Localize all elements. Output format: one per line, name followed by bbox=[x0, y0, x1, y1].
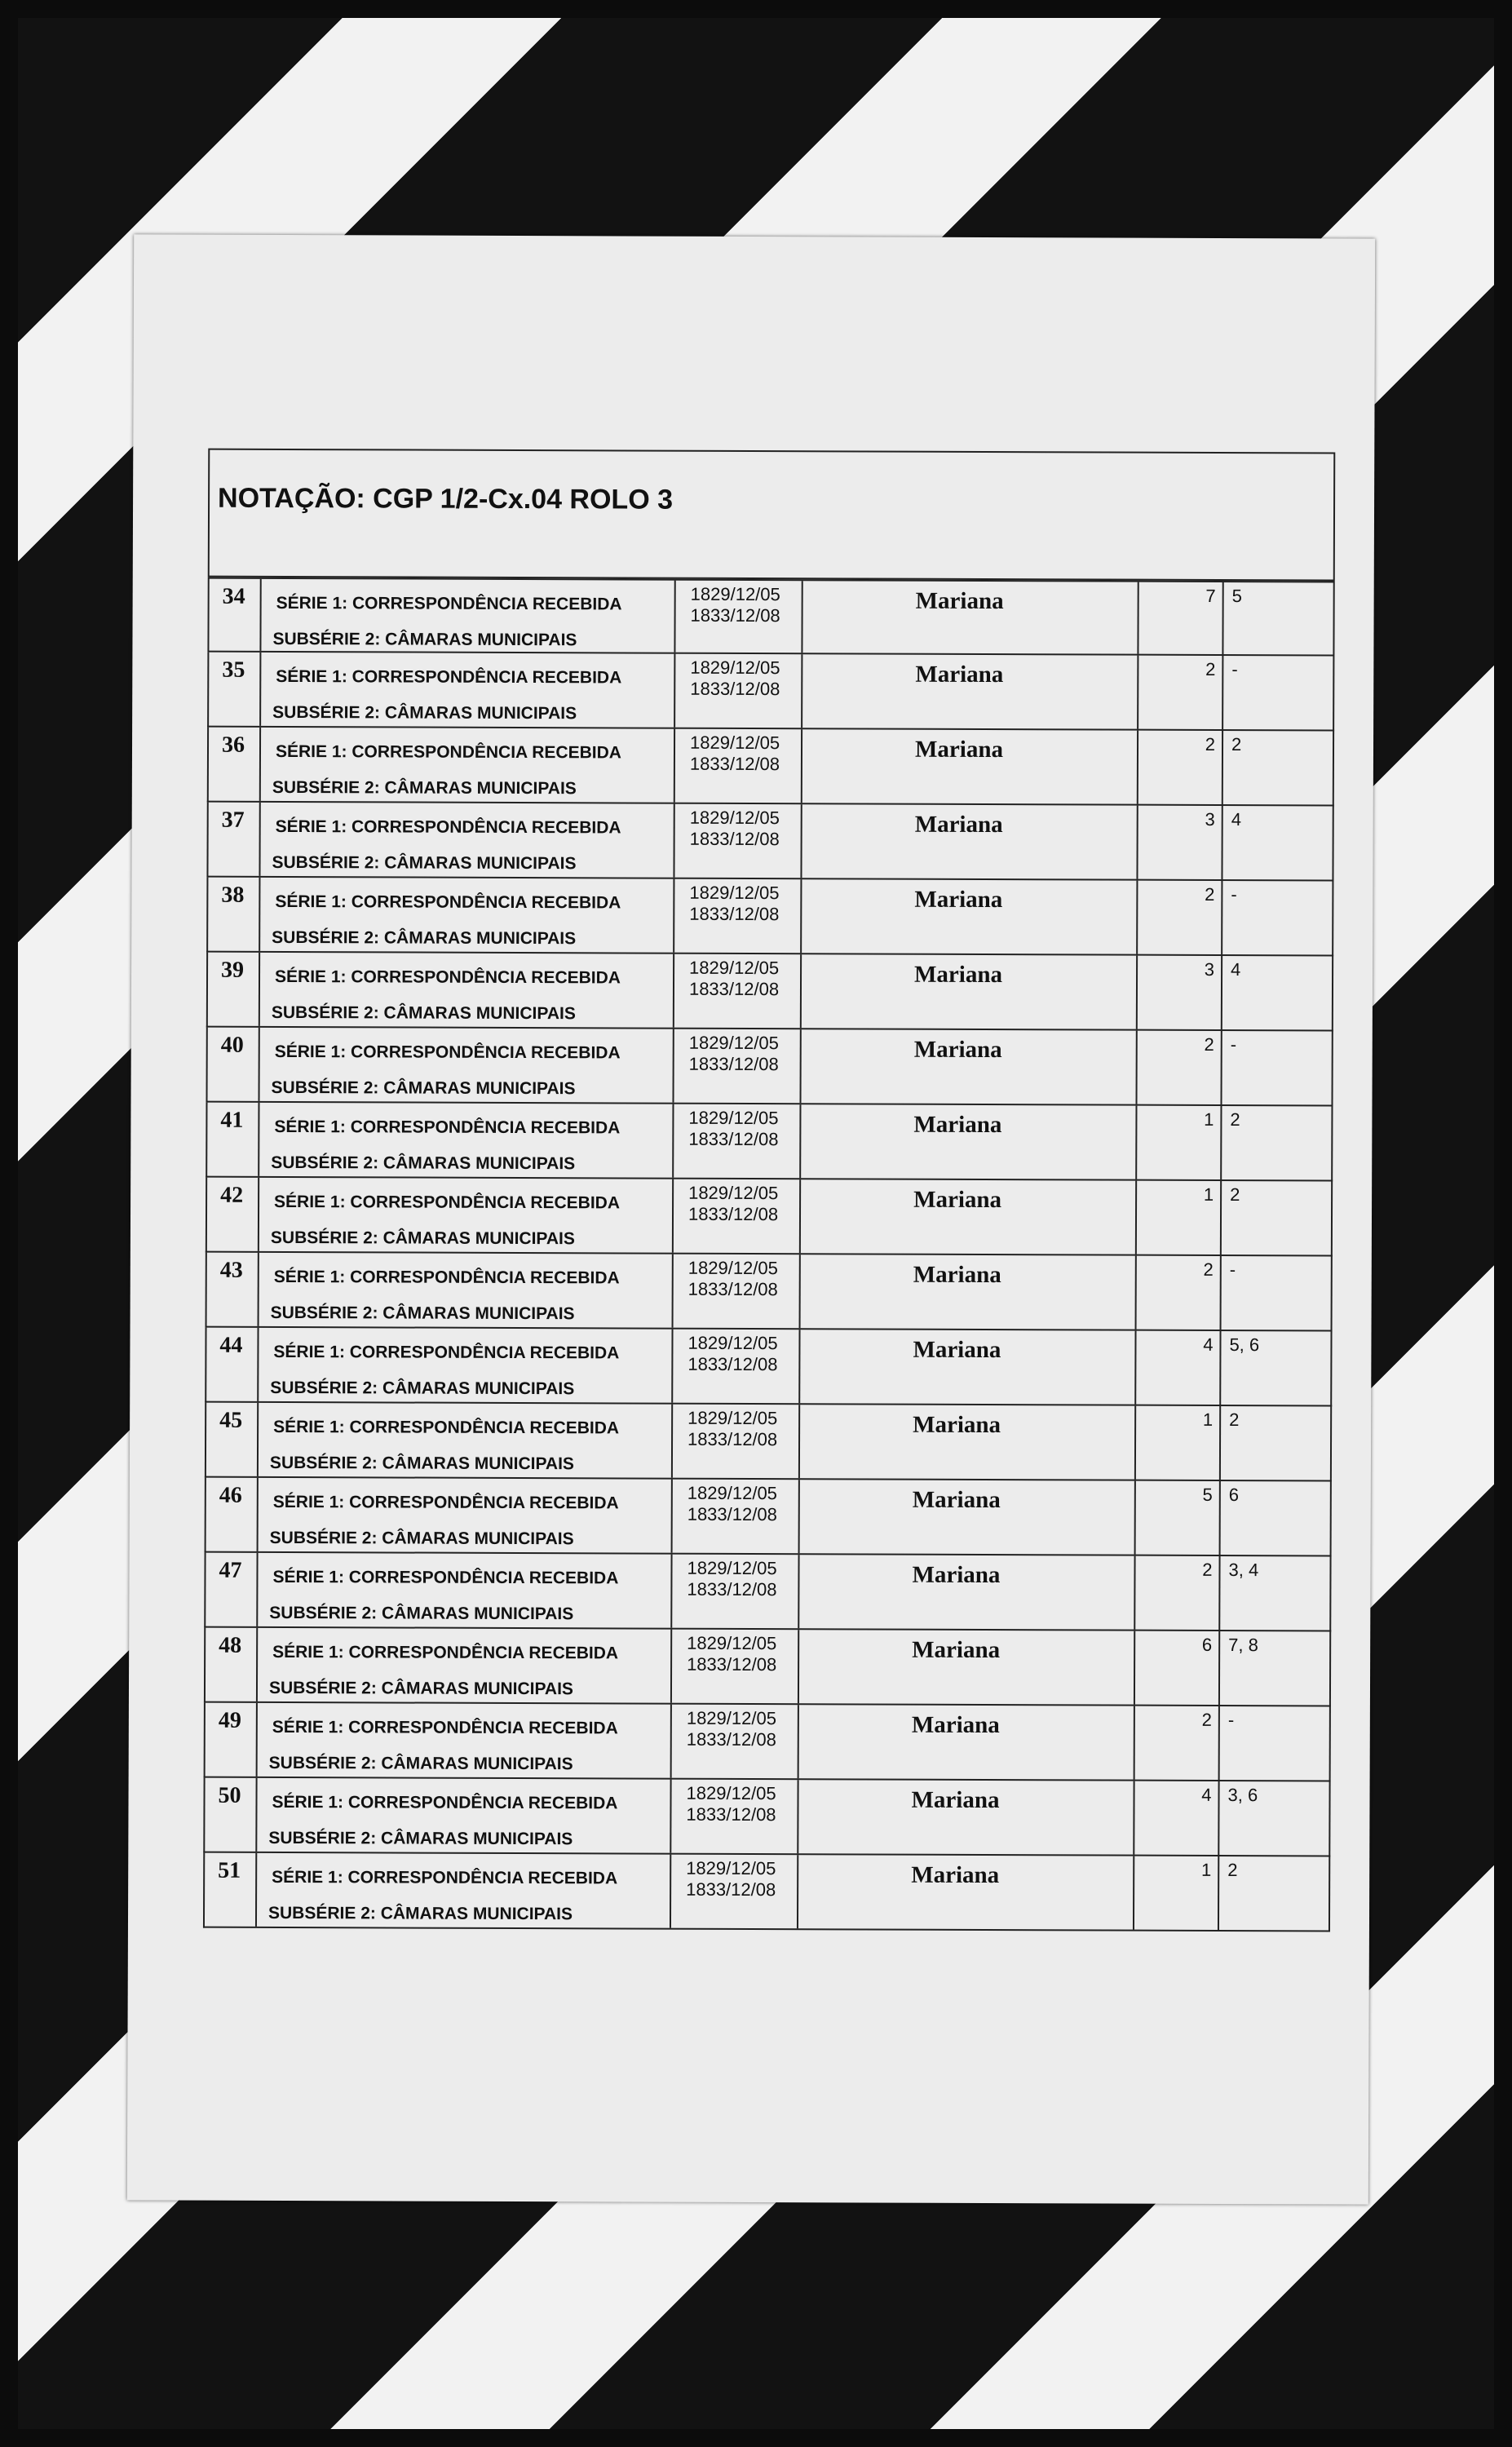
subserie-label: SUBSÉRIE 2: CÂMARAS MUNICIPAIS bbox=[267, 1903, 573, 1924]
serie-label: SÉRIE 1: CORRESPONDÊNCIA RECEBIDA bbox=[272, 1567, 619, 1588]
date-end: 1833/12/08 bbox=[688, 978, 780, 1000]
divider-serie bbox=[670, 1555, 672, 1628]
divider-dates bbox=[797, 1780, 798, 1853]
count-a: 7 bbox=[1205, 585, 1216, 606]
divider-count bbox=[1220, 1256, 1222, 1330]
divider-serie bbox=[674, 654, 675, 728]
divider-serie bbox=[670, 1855, 671, 1928]
divider-place bbox=[1136, 956, 1138, 1029]
count-a: 3 bbox=[1204, 958, 1215, 980]
count-a: 2 bbox=[1205, 733, 1216, 754]
divider-num bbox=[256, 1553, 258, 1626]
date-start: 1829/12/05 bbox=[688, 1032, 779, 1054]
date-start: 1829/12/05 bbox=[686, 1782, 776, 1804]
divider-serie bbox=[673, 954, 674, 1028]
table-row bbox=[207, 728, 1334, 807]
divider-count bbox=[1222, 731, 1223, 804]
count-b: - bbox=[1231, 884, 1237, 905]
record-number: 41 bbox=[220, 1107, 244, 1133]
place-name: Mariana bbox=[911, 1711, 1000, 1739]
count-b: 2 bbox=[1230, 1109, 1240, 1131]
date-start: 1829/12/05 bbox=[689, 732, 780, 754]
count-a: 5 bbox=[1202, 1484, 1213, 1505]
place-name: Mariana bbox=[914, 736, 1004, 763]
count-b: - bbox=[1227, 1710, 1235, 1731]
count-b: 2 bbox=[1230, 1184, 1240, 1206]
divider-count bbox=[1218, 1631, 1220, 1705]
divider-count bbox=[1219, 1406, 1221, 1480]
subserie-label: SUBSÉRIE 2: CÂMARAS MUNICIPAIS bbox=[270, 1378, 575, 1399]
serie-label: SÉRIE 1: CORRESPONDÊNCIA RECEBIDA bbox=[272, 1792, 618, 1813]
subserie-label: SUBSÉRIE 2: CÂMARAS MUNICIPAIS bbox=[269, 1528, 574, 1549]
divider-num bbox=[255, 1853, 257, 1927]
place-name: Mariana bbox=[915, 661, 1004, 688]
date-start: 1829/12/05 bbox=[689, 882, 780, 904]
divider-place bbox=[1134, 1631, 1135, 1705]
divider-dates bbox=[800, 804, 802, 878]
date-start: 1829/12/05 bbox=[686, 1857, 776, 1879]
table-row bbox=[204, 1703, 1331, 1782]
date-end: 1833/12/08 bbox=[687, 1503, 777, 1525]
date-end: 1833/12/08 bbox=[687, 1578, 777, 1600]
subserie-label: SUBSÉRIE 2: CÂMARAS MUNICIPAIS bbox=[269, 1453, 574, 1474]
count-a: 2 bbox=[1205, 658, 1216, 679]
place-name: Mariana bbox=[913, 1336, 1001, 1364]
divider-dates bbox=[799, 1254, 801, 1328]
table-row bbox=[207, 653, 1334, 732]
divider-count bbox=[1220, 1031, 1222, 1104]
place-name: Mariana bbox=[912, 1636, 1001, 1664]
divider-dates bbox=[799, 1179, 801, 1253]
date-end: 1833/12/08 bbox=[690, 604, 780, 626]
count-b: - bbox=[1230, 1034, 1237, 1055]
place-name: Mariana bbox=[914, 886, 1003, 914]
place-name: Mariana bbox=[913, 1111, 1002, 1139]
divider-num bbox=[257, 1478, 259, 1551]
table-row bbox=[203, 1778, 1330, 1857]
divider-num bbox=[259, 728, 261, 801]
subserie-label: SUBSÉRIE 2: CÂMARAS MUNICIPAIS bbox=[268, 1678, 574, 1699]
divider-dates bbox=[798, 1705, 799, 1778]
notation-title: NOTAÇÃO: CGP 1/2-Cx.04 ROLO 3 bbox=[218, 482, 674, 516]
divider-place bbox=[1137, 582, 1138, 654]
divider-dates bbox=[798, 1555, 799, 1628]
table-row bbox=[205, 1328, 1332, 1407]
divider-num bbox=[259, 803, 260, 876]
date-start: 1829/12/05 bbox=[687, 1557, 777, 1579]
serie-label: SÉRIE 1: CORRESPONDÊNCIA RECEBIDA bbox=[275, 816, 621, 838]
date-start: 1829/12/05 bbox=[688, 1107, 779, 1129]
date-start: 1829/12/05 bbox=[688, 1182, 779, 1204]
serie-label: SÉRIE 1: CORRESPONDÊNCIA RECEBIDA bbox=[274, 1042, 621, 1063]
table-row bbox=[206, 878, 1333, 957]
divider-num bbox=[259, 1028, 260, 1101]
table-row bbox=[204, 1553, 1331, 1632]
table-row bbox=[206, 1178, 1333, 1257]
place-name: Mariana bbox=[911, 1786, 1000, 1814]
record-number: 40 bbox=[220, 1032, 244, 1058]
count-a: 1 bbox=[1202, 1409, 1214, 1430]
date-start: 1829/12/05 bbox=[687, 1632, 777, 1654]
count-b: 2 bbox=[1231, 734, 1242, 755]
subserie-label: SUBSÉRIE 2: CÂMARAS MUNICIPAIS bbox=[271, 1077, 576, 1099]
record-number: 37 bbox=[221, 807, 245, 833]
divider-serie bbox=[670, 1705, 672, 1778]
serie-label: SÉRIE 1: CORRESPONDÊNCIA RECEBIDA bbox=[275, 892, 621, 913]
record-number: 44 bbox=[219, 1332, 243, 1358]
count-b: - bbox=[1231, 659, 1238, 680]
count-b: 3, 4 bbox=[1228, 1560, 1259, 1581]
divider-serie bbox=[671, 1480, 673, 1553]
count-b: 3, 6 bbox=[1227, 1785, 1258, 1806]
count-a: 4 bbox=[1203, 1334, 1214, 1355]
table-row bbox=[205, 1403, 1332, 1482]
count-a: 4 bbox=[1201, 1784, 1212, 1805]
serie-label: SÉRIE 1: CORRESPONDÊNCIA RECEBIDA bbox=[274, 967, 621, 988]
subserie-label: SUBSÉRIE 2: CÂMARAS MUNICIPAIS bbox=[270, 1303, 575, 1324]
date-start: 1829/12/05 bbox=[690, 657, 780, 679]
divider-place bbox=[1137, 656, 1138, 729]
divider-count bbox=[1218, 1856, 1219, 1930]
serie-label: SÉRIE 1: CORRESPONDÊNCIA RECEBIDA bbox=[275, 741, 621, 763]
notation-header-box bbox=[208, 449, 1336, 582]
serie-label: SÉRIE 1: CORRESPONDÊNCIA RECEBIDA bbox=[273, 1267, 620, 1288]
count-b: 5, 6 bbox=[1229, 1334, 1260, 1356]
divider-serie bbox=[672, 1254, 674, 1328]
serie-label: SÉRIE 1: CORRESPONDÊNCIA RECEBIDA bbox=[273, 1417, 620, 1438]
table-row bbox=[204, 1628, 1331, 1707]
divider-dates bbox=[797, 1855, 798, 1928]
divider-dates bbox=[801, 581, 802, 653]
place-name: Mariana bbox=[911, 1861, 1000, 1889]
count-a: 2 bbox=[1205, 883, 1215, 905]
divider-place bbox=[1134, 1706, 1135, 1780]
place-name: Mariana bbox=[912, 1486, 1001, 1514]
divider-serie bbox=[672, 1029, 674, 1103]
divider-count bbox=[1221, 881, 1222, 954]
date-start: 1829/12/05 bbox=[686, 1707, 777, 1729]
count-b: 2 bbox=[1227, 1860, 1238, 1881]
date-end: 1833/12/08 bbox=[686, 1878, 776, 1901]
table-row bbox=[206, 1028, 1333, 1107]
divider-num bbox=[259, 653, 261, 726]
record-number: 50 bbox=[218, 1782, 241, 1808]
divider-serie bbox=[674, 581, 675, 653]
records-table bbox=[203, 577, 1335, 1948]
divider-count bbox=[1221, 806, 1222, 879]
divider-dates bbox=[800, 954, 802, 1028]
divider-place bbox=[1133, 1856, 1134, 1930]
count-a: 1 bbox=[1203, 1184, 1214, 1205]
divider-dates bbox=[798, 1405, 800, 1478]
divider-place bbox=[1137, 731, 1138, 804]
divider-dates bbox=[798, 1330, 800, 1403]
subserie-label: SUBSÉRIE 2: CÂMARAS MUNICIPAIS bbox=[270, 1228, 575, 1249]
subserie-label: SUBSÉRIE 2: CÂMARAS MUNICIPAIS bbox=[272, 852, 577, 874]
date-end: 1833/12/08 bbox=[687, 1653, 777, 1675]
divider-count bbox=[1219, 1331, 1221, 1405]
record-number: 49 bbox=[218, 1707, 241, 1733]
date-start: 1829/12/05 bbox=[689, 807, 780, 829]
count-b: 4 bbox=[1231, 809, 1242, 830]
divider-place bbox=[1135, 1256, 1137, 1330]
subserie-label: SUBSÉRIE 2: CÂMARAS MUNICIPAIS bbox=[272, 777, 577, 799]
date-start: 1829/12/05 bbox=[687, 1332, 778, 1354]
divider-serie bbox=[671, 1405, 673, 1478]
divider-serie bbox=[673, 804, 674, 878]
date-end: 1833/12/08 bbox=[688, 1128, 779, 1150]
date-end: 1833/12/08 bbox=[689, 753, 780, 775]
place-name: Mariana bbox=[913, 1186, 1002, 1214]
divider-num bbox=[255, 1778, 257, 1852]
serie-label: SÉRIE 1: CORRESPONDÊNCIA RECEBIDA bbox=[274, 1192, 621, 1213]
subserie-label: SUBSÉRIE 2: CÂMARAS MUNICIPAIS bbox=[268, 1753, 573, 1774]
serie-label: SÉRIE 1: CORRESPONDÊNCIA RECEBIDA bbox=[272, 1492, 619, 1513]
divider-count bbox=[1220, 1106, 1222, 1179]
divider-serie bbox=[671, 1330, 673, 1403]
divider-num bbox=[259, 878, 260, 951]
divider-serie bbox=[674, 729, 675, 803]
divider-place bbox=[1135, 1106, 1137, 1179]
count-a: 3 bbox=[1205, 808, 1215, 830]
subserie-label: SUBSÉRIE 2: CÂMARAS MUNICIPAIS bbox=[271, 1153, 576, 1174]
count-b: 7, 8 bbox=[1228, 1635, 1258, 1656]
subserie-label: SUBSÉRIE 2: CÂMARAS MUNICIPAIS bbox=[272, 927, 577, 949]
divider-num bbox=[258, 1103, 259, 1176]
divider-serie bbox=[670, 1630, 672, 1703]
record-number: 39 bbox=[221, 957, 245, 983]
serie-label: SÉRIE 1: CORRESPONDÊNCIA RECEBIDA bbox=[272, 1642, 619, 1663]
divider-place bbox=[1134, 1406, 1136, 1480]
count-b: 6 bbox=[1228, 1485, 1240, 1506]
divider-count bbox=[1222, 656, 1223, 729]
divider-dates bbox=[800, 879, 802, 953]
divider-count bbox=[1218, 1706, 1220, 1780]
divider-dates bbox=[801, 729, 802, 803]
count-b: - bbox=[1229, 1259, 1236, 1281]
count-a: 1 bbox=[1200, 1859, 1212, 1880]
count-a: 2 bbox=[1201, 1709, 1212, 1730]
date-end: 1833/12/08 bbox=[687, 1353, 778, 1375]
subserie-label: SUBSÉRIE 2: CÂMARAS MUNICIPAIS bbox=[272, 702, 577, 723]
divider-num bbox=[256, 1628, 258, 1701]
table-row bbox=[203, 1853, 1330, 1932]
date-end: 1833/12/08 bbox=[689, 828, 780, 850]
divider-num bbox=[259, 579, 261, 651]
divider-dates bbox=[801, 654, 802, 728]
date-start: 1829/12/05 bbox=[689, 957, 780, 979]
count-a: 2 bbox=[1203, 1259, 1214, 1280]
record-number: 36 bbox=[221, 732, 245, 758]
divider-serie bbox=[670, 1780, 671, 1853]
table-row bbox=[206, 953, 1333, 1032]
record-number: 48 bbox=[219, 1632, 242, 1658]
date-end: 1833/12/08 bbox=[687, 1278, 778, 1300]
divider-count bbox=[1219, 1481, 1221, 1555]
divider-count bbox=[1218, 1556, 1220, 1630]
place-name: Mariana bbox=[915, 587, 1004, 615]
count-a: 2 bbox=[1204, 1033, 1214, 1055]
divider-count bbox=[1220, 1181, 1222, 1254]
subserie-label: SUBSÉRIE 2: CÂMARAS MUNICIPAIS bbox=[272, 629, 577, 650]
serie-label: SÉRIE 1: CORRESPONDÊNCIA RECEBIDA bbox=[273, 1342, 620, 1363]
serie-label: SÉRIE 1: CORRESPONDÊNCIA RECEBIDA bbox=[272, 1717, 618, 1738]
record-number: 47 bbox=[219, 1557, 242, 1583]
serie-label: SÉRIE 1: CORRESPONDÊNCIA RECEBIDA bbox=[276, 666, 622, 688]
record-number: 42 bbox=[220, 1182, 244, 1208]
divider-serie bbox=[672, 1104, 674, 1178]
divider-place bbox=[1135, 1031, 1137, 1104]
document-sheet bbox=[127, 234, 1375, 2204]
date-start: 1829/12/05 bbox=[687, 1257, 778, 1279]
divider-num bbox=[256, 1703, 258, 1777]
divider-num bbox=[258, 1178, 259, 1251]
count-b: 4 bbox=[1231, 959, 1241, 980]
date-end: 1833/12/08 bbox=[686, 1728, 776, 1750]
table-row bbox=[206, 1253, 1333, 1332]
divider-place bbox=[1135, 1181, 1137, 1254]
place-name: Mariana bbox=[914, 961, 1003, 989]
date-start: 1829/12/05 bbox=[687, 1482, 777, 1504]
record-number: 38 bbox=[221, 882, 245, 908]
divider-count bbox=[1222, 582, 1223, 654]
table-row bbox=[207, 577, 1334, 657]
count-a: 1 bbox=[1204, 1108, 1214, 1130]
date-end: 1833/12/08 bbox=[690, 678, 780, 700]
place-name: Mariana bbox=[913, 1411, 1001, 1439]
date-end: 1833/12/08 bbox=[688, 1053, 779, 1075]
place-name: Mariana bbox=[913, 1036, 1002, 1064]
divider-dates bbox=[799, 1104, 801, 1178]
date-start: 1829/12/05 bbox=[687, 1407, 778, 1429]
divider-place bbox=[1134, 1481, 1136, 1555]
count-b: 5 bbox=[1231, 586, 1242, 607]
divider-place bbox=[1134, 1331, 1136, 1405]
divider-serie bbox=[673, 879, 674, 953]
table-row bbox=[205, 1478, 1332, 1557]
table-row bbox=[206, 1103, 1333, 1182]
date-end: 1833/12/08 bbox=[687, 1203, 779, 1225]
record-number: 46 bbox=[219, 1482, 242, 1508]
divider-dates bbox=[799, 1029, 801, 1103]
date-start: 1829/12/05 bbox=[690, 583, 780, 605]
record-number: 51 bbox=[218, 1857, 241, 1883]
subserie-label: SUBSÉRIE 2: CÂMARAS MUNICIPAIS bbox=[269, 1603, 574, 1624]
divider-num bbox=[259, 953, 260, 1026]
divider-count bbox=[1218, 1781, 1219, 1855]
divider-serie bbox=[672, 1179, 674, 1253]
divider-num bbox=[257, 1403, 259, 1476]
divider-num bbox=[257, 1328, 259, 1401]
serie-label: SÉRIE 1: CORRESPONDÊNCIA RECEBIDA bbox=[274, 1117, 621, 1138]
date-end: 1833/12/08 bbox=[689, 903, 780, 925]
place-name: Mariana bbox=[914, 811, 1003, 839]
serie-label: SÉRIE 1: CORRESPONDÊNCIA RECEBIDA bbox=[272, 1867, 618, 1888]
table-row bbox=[206, 803, 1333, 882]
subserie-label: SUBSÉRIE 2: CÂMARAS MUNICIPAIS bbox=[268, 1828, 573, 1849]
date-end: 1833/12/08 bbox=[687, 1428, 778, 1450]
record-number: 35 bbox=[222, 657, 245, 683]
serie-label: SÉRIE 1: CORRESPONDÊNCIA RECEBIDA bbox=[276, 593, 622, 614]
count-a: 2 bbox=[1202, 1559, 1213, 1580]
place-name: Mariana bbox=[912, 1561, 1001, 1589]
divider-place bbox=[1134, 1556, 1135, 1630]
record-number: 45 bbox=[219, 1407, 243, 1433]
divider-dates bbox=[798, 1480, 800, 1553]
count-b: 2 bbox=[1229, 1409, 1240, 1431]
divider-count bbox=[1221, 956, 1222, 1029]
divider-place bbox=[1136, 881, 1138, 954]
count-a: 6 bbox=[1201, 1634, 1213, 1655]
record-number: 43 bbox=[219, 1257, 243, 1283]
divider-dates bbox=[798, 1630, 799, 1703]
divider-num bbox=[258, 1253, 259, 1326]
date-end: 1833/12/08 bbox=[686, 1803, 776, 1825]
divider-place bbox=[1136, 806, 1138, 879]
subserie-label: SUBSÉRIE 2: CÂMARAS MUNICIPAIS bbox=[271, 1002, 576, 1024]
place-name: Mariana bbox=[913, 1261, 1001, 1289]
record-number: 34 bbox=[222, 583, 245, 609]
divider-place bbox=[1133, 1781, 1134, 1855]
